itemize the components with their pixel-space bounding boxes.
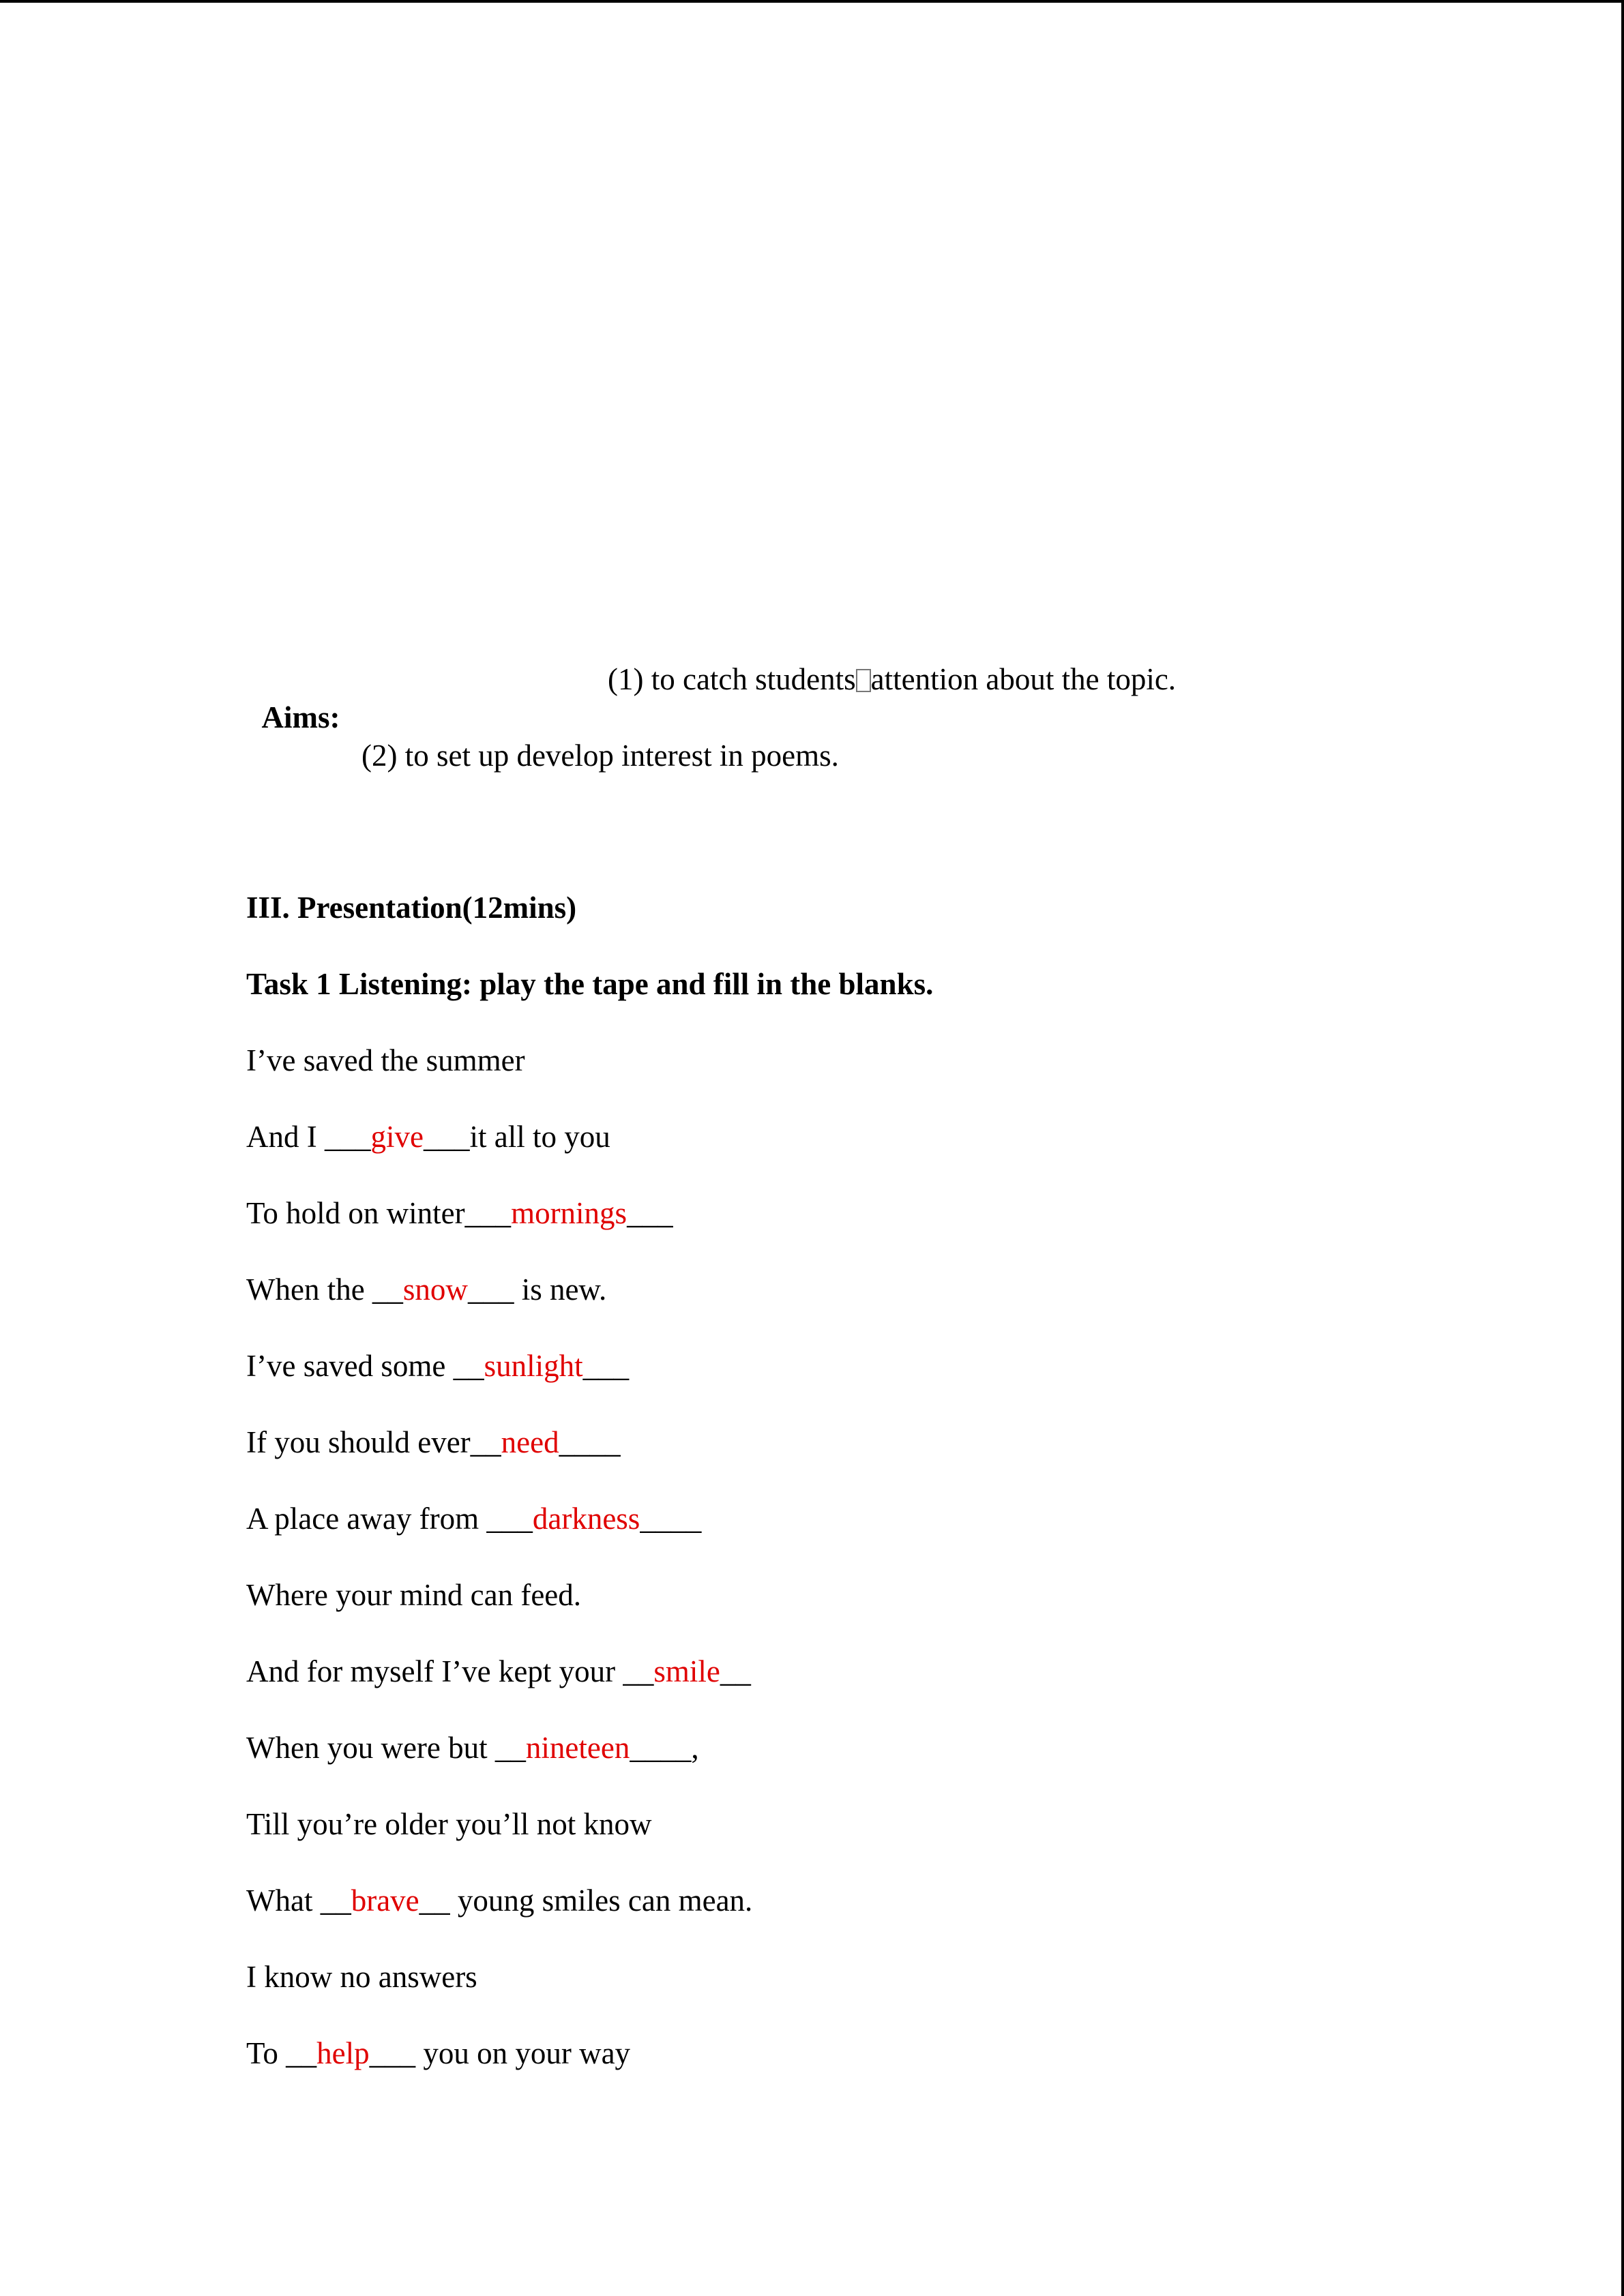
poem-answer-brave: brave [351,1883,419,1918]
poem-line-12-before: What __ [246,1883,351,1918]
poem-answer-help: help [316,2036,370,2070]
poem-line-9 [246,1652,751,1690]
poem-line-12-after: __ young smiles can mean. [419,1883,753,1918]
poem-line-2-after: ___it all to you [423,1120,610,1154]
poem-line-8: Where your mind can feed. [246,1578,582,1612]
page-border-top [0,0,1624,3]
poem-line-1: I’ve saved the summer [246,1043,525,1077]
poem-line-6-after: ____ [559,1425,621,1459]
poem-line-4-after: ___ is new. [467,1272,607,1307]
poem-line-5-after: ___ [582,1349,630,1383]
poem-answer-give: give [370,1120,424,1154]
poem-line-10-before: When you were but __ [246,1731,526,1765]
poem-line-14-after: ___ you on your way [369,2036,631,2070]
poem-answer-nineteen: nineteen [525,1731,630,1765]
poem-line-3-before: To hold on winter___ [246,1196,512,1230]
poem-answer-mornings: mornings [511,1196,628,1230]
poem-line-7-before: A place away from ___ [246,1502,533,1536]
poem-line-7 [246,1500,701,1538]
aims-item-1-text-a: (1) to catch students [608,662,856,696]
poem-line-6-before: If you should ever__ [246,1425,501,1459]
poem-line-11: Till you’re older you’ll not know [246,1807,652,1841]
poem-line-12 [246,1881,752,1920]
missing-glyph-box [856,669,871,692]
poem-line-4 [246,1270,606,1309]
poem-line-9-after: __ [720,1654,751,1688]
poem-line-5 [246,1347,629,1385]
poem-line-13: I know no answers [246,1960,477,1994]
poem-line-9-before: And for myself I’ve kept your __ [246,1654,654,1688]
poem-line-6 [246,1423,621,1461]
aims-label: Aims: [261,700,340,734]
poem-answer-smile: smile [653,1654,720,1688]
aims-item-1-text-b: attention about the topic. [870,662,1177,696]
poem-line-3 [246,1194,673,1232]
poem-answer-darkness: darkness [532,1502,640,1536]
poem-line-10-after: ____, [630,1731,699,1765]
poem-line-7-after: ____ [640,1502,702,1536]
task-heading: Task 1 Listening: play the tape and fill in the blanks. [246,967,934,1001]
poem-line-10 [246,1729,699,1767]
poem-answer-sunlight: sunlight [484,1349,583,1383]
poem-answer-need: need [501,1425,559,1459]
page-border-right [1621,0,1624,2296]
poem-line-5-before: I’ve saved some __ [246,1349,484,1383]
poem-line-4-before: When the __ [246,1272,403,1307]
section-heading: III. Presentation(12mins) [246,891,577,925]
poem-answer-snow: snow [402,1272,468,1307]
poem-line-3-after: ___ [627,1196,673,1230]
poem-line-14-before: To __ [246,2036,317,2070]
poem-line-2-before: And I ___ [246,1120,371,1154]
poem-line-14 [246,2034,630,2072]
aims-item-2: (2) to set up develop interest in poems. [361,739,839,773]
poem-line-2 [246,1118,610,1156]
aims-item-1 [608,660,1176,698]
